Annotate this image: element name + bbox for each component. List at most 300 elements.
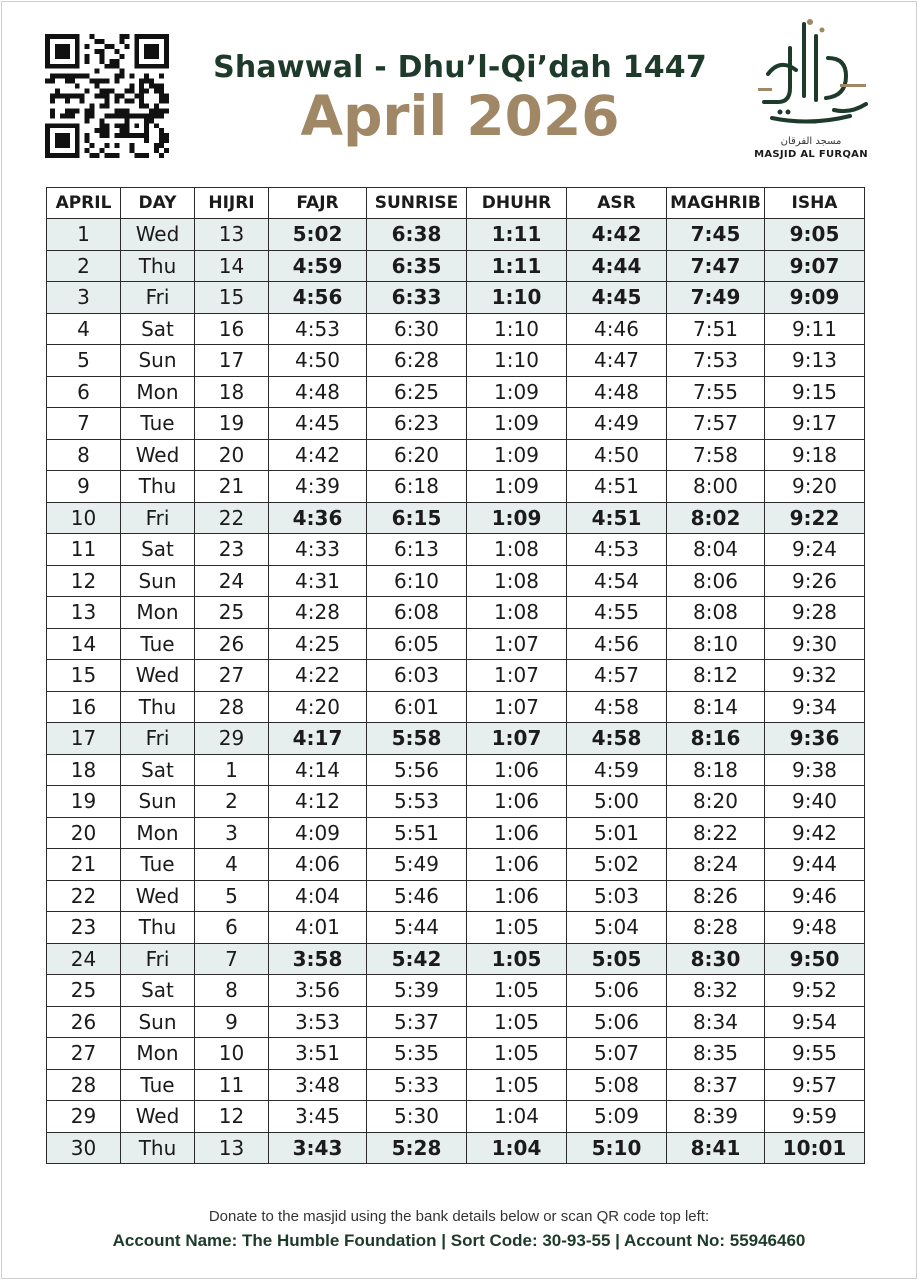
cell-asr: 4:48 [567, 376, 667, 408]
cell-maghrib: 8:39 [667, 1101, 765, 1133]
masjid-logo-icon [750, 18, 872, 134]
cell-maghrib: 8:14 [667, 691, 765, 723]
cell-hijri: 27 [195, 660, 269, 692]
cell-hijri: 7 [195, 943, 269, 975]
cell-asr: 5:10 [567, 1132, 667, 1164]
cell-sunrise: 6:08 [367, 597, 467, 629]
table-row [47, 1069, 865, 1101]
cell-isha: 9:09 [765, 282, 865, 314]
column-header-dhuhr: DHUHR [467, 188, 567, 219]
table-row [47, 943, 865, 975]
cell-hijri: 1 [195, 754, 269, 786]
cell-fajr: 4:48 [269, 376, 367, 408]
cell-asr: 5:07 [567, 1038, 667, 1070]
cell-maghrib: 7:53 [667, 345, 765, 377]
cell-maghrib: 7:57 [667, 408, 765, 440]
cell-sunrise: 5:46 [367, 880, 467, 912]
cell-maghrib: 8:22 [667, 817, 765, 849]
cell-fajr: 4:17 [269, 723, 367, 755]
month-title: April 2026 [300, 84, 620, 148]
cell-fajr: 4:33 [269, 534, 367, 566]
cell-maghrib: 8:02 [667, 502, 765, 534]
cell-maghrib: 8:00 [667, 471, 765, 503]
cell-date: 10 [47, 502, 121, 534]
cell-fajr: 3:56 [269, 975, 367, 1007]
cell-asr: 4:51 [567, 502, 667, 534]
cell-hijri: 17 [195, 345, 269, 377]
table-row [47, 282, 865, 314]
cell-dhuhr: 1:10 [467, 282, 567, 314]
cell-asr: 4:56 [567, 628, 667, 660]
cell-sunrise: 5:39 [367, 975, 467, 1007]
cell-isha: 9:42 [765, 817, 865, 849]
cell-dhuhr: 1:05 [467, 943, 567, 975]
cell-isha: 9:57 [765, 1069, 865, 1101]
cell-day: Tue [121, 1069, 195, 1101]
cell-sunrise: 5:58 [367, 723, 467, 755]
table-row [47, 1101, 865, 1133]
table-row [47, 723, 865, 755]
cell-date: 23 [47, 912, 121, 944]
cell-date: 15 [47, 660, 121, 692]
cell-isha: 9:46 [765, 880, 865, 912]
cell-hijri: 15 [195, 282, 269, 314]
cell-isha: 9:48 [765, 912, 865, 944]
cell-hijri: 22 [195, 502, 269, 534]
cell-sunrise: 5:42 [367, 943, 467, 975]
cell-sunrise: 6:18 [367, 471, 467, 503]
header-row [47, 188, 865, 219]
cell-dhuhr: 1:06 [467, 817, 567, 849]
cell-isha: 9:38 [765, 754, 865, 786]
cell-isha: 9:11 [765, 313, 865, 345]
cell-isha: 9:18 [765, 439, 865, 471]
cell-date: 6 [47, 376, 121, 408]
cell-isha: 9:34 [765, 691, 865, 723]
cell-hijri: 2 [195, 786, 269, 818]
hijri-range-title: Shawwal - Dhu’l-Qi’dah 1447 [213, 50, 707, 85]
cell-fajr: 4:56 [269, 282, 367, 314]
cell-fajr: 3:51 [269, 1038, 367, 1070]
cell-sunrise: 6:30 [367, 313, 467, 345]
cell-fajr: 3:58 [269, 943, 367, 975]
cell-day: Tue [121, 408, 195, 440]
cell-isha: 9:22 [765, 502, 865, 534]
cell-isha: 9:07 [765, 250, 865, 282]
cell-day: Thu [121, 691, 195, 723]
cell-fajr: 3:45 [269, 1101, 367, 1133]
cell-date: 2 [47, 250, 121, 282]
cell-date: 29 [47, 1101, 121, 1133]
cell-date: 12 [47, 565, 121, 597]
cell-day: Tue [121, 849, 195, 881]
cell-isha: 9:40 [765, 786, 865, 818]
cell-day: Sat [121, 975, 195, 1007]
cell-dhuhr: 1:09 [467, 439, 567, 471]
cell-sunrise: 6:38 [367, 219, 467, 251]
cell-sunrise: 5:53 [367, 786, 467, 818]
cell-sunrise: 5:44 [367, 912, 467, 944]
cell-sunrise: 5:51 [367, 817, 467, 849]
cell-dhuhr: 1:04 [467, 1132, 567, 1164]
cell-date: 9 [47, 471, 121, 503]
cell-isha: 9:15 [765, 376, 865, 408]
cell-maghrib: 8:32 [667, 975, 765, 1007]
cell-date: 14 [47, 628, 121, 660]
cell-maghrib: 8:06 [667, 565, 765, 597]
cell-day: Wed [121, 219, 195, 251]
cell-dhuhr: 1:07 [467, 660, 567, 692]
cell-hijri: 6 [195, 912, 269, 944]
table-row [47, 471, 865, 503]
cell-date: 30 [47, 1132, 121, 1164]
cell-hijri: 20 [195, 439, 269, 471]
cell-isha: 9:54 [765, 1006, 865, 1038]
cell-hijri: 13 [195, 1132, 269, 1164]
cell-dhuhr: 1:06 [467, 754, 567, 786]
cell-sunrise: 6:15 [367, 502, 467, 534]
column-header-sunrise: SUNRISE [367, 188, 467, 219]
cell-sunrise: 6:13 [367, 534, 467, 566]
table-row [47, 1132, 865, 1164]
cell-date: 19 [47, 786, 121, 818]
cell-fajr: 3:53 [269, 1006, 367, 1038]
cell-dhuhr: 1:07 [467, 691, 567, 723]
cell-date: 7 [47, 408, 121, 440]
cell-maghrib: 8:30 [667, 943, 765, 975]
cell-maghrib: 8:10 [667, 628, 765, 660]
logo-arabic-name: مسجد الفرقان [780, 136, 842, 147]
cell-fajr: 4:04 [269, 880, 367, 912]
table-row [47, 597, 865, 629]
cell-date: 25 [47, 975, 121, 1007]
cell-asr: 5:06 [567, 975, 667, 1007]
cell-day: Sat [121, 754, 195, 786]
cell-asr: 4:45 [567, 282, 667, 314]
column-header-april: APRIL [47, 188, 121, 219]
cell-date: 3 [47, 282, 121, 314]
cell-sunrise: 6:03 [367, 660, 467, 692]
table-row [47, 691, 865, 723]
cell-asr: 5:09 [567, 1101, 667, 1133]
cell-day: Fri [121, 723, 195, 755]
cell-fajr: 4:36 [269, 502, 367, 534]
table-row [47, 534, 865, 566]
cell-asr: 5:03 [567, 880, 667, 912]
cell-sunrise: 6:25 [367, 376, 467, 408]
cell-sunrise: 6:20 [367, 439, 467, 471]
cell-dhuhr: 1:06 [467, 880, 567, 912]
cell-day: Sun [121, 345, 195, 377]
cell-hijri: 14 [195, 250, 269, 282]
cell-date: 20 [47, 817, 121, 849]
table-row [47, 849, 865, 881]
column-header-isha: ISHA [765, 188, 865, 219]
table-row [47, 408, 865, 440]
cell-date: 16 [47, 691, 121, 723]
bank-details: Account Name: The Humble Foundation | Sort Code: 30-93-55 | Account No: 55946460 [112, 1231, 806, 1250]
cell-isha: 9:32 [765, 660, 865, 692]
cell-hijri: 18 [195, 376, 269, 408]
cell-day: Mon [121, 1038, 195, 1070]
cell-day: Wed [121, 880, 195, 912]
cell-asr: 4:53 [567, 534, 667, 566]
cell-dhuhr: 1:05 [467, 1006, 567, 1038]
cell-fajr: 4:28 [269, 597, 367, 629]
cell-maghrib: 7:51 [667, 313, 765, 345]
cell-maghrib: 7:47 [667, 250, 765, 282]
cell-sunrise: 6:10 [367, 565, 467, 597]
cell-date: 24 [47, 943, 121, 975]
cell-sunrise: 5:30 [367, 1101, 467, 1133]
cell-asr: 4:54 [567, 565, 667, 597]
cell-date: 8 [47, 439, 121, 471]
cell-sunrise: 5:37 [367, 1006, 467, 1038]
cell-day: Sun [121, 786, 195, 818]
cell-isha: 9:55 [765, 1038, 865, 1070]
cell-day: Thu [121, 912, 195, 944]
cell-dhuhr: 1:11 [467, 219, 567, 251]
cell-sunrise: 6:33 [367, 282, 467, 314]
cell-hijri: 8 [195, 975, 269, 1007]
cell-day: Fri [121, 282, 195, 314]
cell-sunrise: 6:35 [367, 250, 467, 282]
cell-hijri: 25 [195, 597, 269, 629]
cell-asr: 4:47 [567, 345, 667, 377]
cell-sunrise: 6:28 [367, 345, 467, 377]
cell-sunrise: 5:33 [367, 1069, 467, 1101]
cell-isha: 9:50 [765, 943, 865, 975]
cell-date: 13 [47, 597, 121, 629]
cell-asr: 4:59 [567, 754, 667, 786]
cell-hijri: 23 [195, 534, 269, 566]
table-row [47, 376, 865, 408]
cell-asr: 4:57 [567, 660, 667, 692]
cell-hijri: 13 [195, 219, 269, 251]
column-header-asr: ASR [567, 188, 667, 219]
cell-date: 28 [47, 1069, 121, 1101]
cell-hijri: 12 [195, 1101, 269, 1133]
cell-asr: 4:42 [567, 219, 667, 251]
cell-day: Sun [121, 565, 195, 597]
cell-asr: 4:58 [567, 723, 667, 755]
cell-fajr: 4:25 [269, 628, 367, 660]
cell-date: 17 [47, 723, 121, 755]
qr-code-icon[interactable] [45, 34, 169, 158]
cell-date: 27 [47, 1038, 121, 1070]
cell-sunrise: 6:05 [367, 628, 467, 660]
table-row [47, 912, 865, 944]
cell-maghrib: 8:37 [667, 1069, 765, 1101]
cell-isha: 9:44 [765, 849, 865, 881]
cell-fajr: 4:53 [269, 313, 367, 345]
cell-hijri: 16 [195, 313, 269, 345]
cell-hijri: 3 [195, 817, 269, 849]
cell-date: 11 [47, 534, 121, 566]
cell-fajr: 4:14 [269, 754, 367, 786]
table-row [47, 628, 865, 660]
cell-maghrib: 7:55 [667, 376, 765, 408]
cell-maghrib: 8:04 [667, 534, 765, 566]
cell-dhuhr: 1:09 [467, 376, 567, 408]
table-row [47, 1006, 865, 1038]
column-header-hijri: HIJRI [195, 188, 269, 219]
cell-maghrib: 8:18 [667, 754, 765, 786]
cell-day: Sat [121, 534, 195, 566]
cell-maghrib: 8:35 [667, 1038, 765, 1070]
masjid-logo [750, 18, 872, 168]
cell-maghrib: 8:20 [667, 786, 765, 818]
cell-date: 4 [47, 313, 121, 345]
cell-dhuhr: 1:09 [467, 408, 567, 440]
table-row [47, 439, 865, 471]
table-row [47, 219, 865, 251]
cell-dhuhr: 1:08 [467, 597, 567, 629]
cell-asr: 5:02 [567, 849, 667, 881]
table-row [47, 565, 865, 597]
cell-dhuhr: 1:08 [467, 565, 567, 597]
cell-isha: 9:24 [765, 534, 865, 566]
cell-fajr: 4:31 [269, 565, 367, 597]
cell-sunrise: 6:23 [367, 408, 467, 440]
cell-isha: 9:20 [765, 471, 865, 503]
cell-maghrib: 8:28 [667, 912, 765, 944]
table-row [47, 502, 865, 534]
cell-date: 21 [47, 849, 121, 881]
cell-maghrib: 8:08 [667, 597, 765, 629]
cell-day: Fri [121, 943, 195, 975]
cell-dhuhr: 1:05 [467, 912, 567, 944]
cell-dhuhr: 1:05 [467, 975, 567, 1007]
cell-dhuhr: 1:06 [467, 849, 567, 881]
cell-sunrise: 6:01 [367, 691, 467, 723]
cell-isha: 9:05 [765, 219, 865, 251]
column-header-fajr: FAJR [269, 188, 367, 219]
cell-day: Fri [121, 502, 195, 534]
cell-maghrib: 7:58 [667, 439, 765, 471]
table-row [47, 1038, 865, 1070]
cell-maghrib: 8:26 [667, 880, 765, 912]
cell-hijri: 21 [195, 471, 269, 503]
cell-hijri: 29 [195, 723, 269, 755]
cell-day: Wed [121, 660, 195, 692]
cell-sunrise: 5:35 [367, 1038, 467, 1070]
cell-asr: 5:00 [567, 786, 667, 818]
cell-isha: 9:28 [765, 597, 865, 629]
cell-maghrib: 7:45 [667, 219, 765, 251]
cell-dhuhr: 1:04 [467, 1101, 567, 1133]
cell-sunrise: 5:28 [367, 1132, 467, 1164]
cell-fajr: 4:45 [269, 408, 367, 440]
cell-day: Mon [121, 817, 195, 849]
cell-fajr: 3:43 [269, 1132, 367, 1164]
cell-asr: 4:49 [567, 408, 667, 440]
cell-day: Thu [121, 1132, 195, 1164]
column-header-day: DAY [121, 188, 195, 219]
table-row [47, 250, 865, 282]
cell-hijri: 19 [195, 408, 269, 440]
cell-date: 26 [47, 1006, 121, 1038]
cell-fajr: 4:01 [269, 912, 367, 944]
column-header-maghrib: MAGHRIB [667, 188, 765, 219]
cell-asr: 4:50 [567, 439, 667, 471]
cell-isha: 9:13 [765, 345, 865, 377]
cell-day: Sun [121, 1006, 195, 1038]
cell-asr: 5:08 [567, 1069, 667, 1101]
cell-maghrib: 7:49 [667, 282, 765, 314]
cell-asr: 4:58 [567, 691, 667, 723]
table-row [47, 817, 865, 849]
cell-isha: 9:59 [765, 1101, 865, 1133]
cell-fajr: 4:59 [269, 250, 367, 282]
cell-dhuhr: 1:11 [467, 250, 567, 282]
cell-date: 1 [47, 219, 121, 251]
cell-dhuhr: 1:07 [467, 628, 567, 660]
cell-day: Thu [121, 250, 195, 282]
cell-day: Tue [121, 628, 195, 660]
cell-fajr: 4:09 [269, 817, 367, 849]
cell-isha: 9:17 [765, 408, 865, 440]
cell-hijri: 28 [195, 691, 269, 723]
cell-date: 5 [47, 345, 121, 377]
table-row [47, 660, 865, 692]
table-row [47, 880, 865, 912]
donate-text: Donate to the masjid using the bank details below or scan QR code top left: [208, 1208, 710, 1225]
cell-dhuhr: 1:06 [467, 786, 567, 818]
cell-dhuhr: 1:10 [467, 345, 567, 377]
cell-dhuhr: 1:05 [467, 1069, 567, 1101]
cell-fajr: 4:50 [269, 345, 367, 377]
cell-day: Mon [121, 597, 195, 629]
cell-fajr: 4:22 [269, 660, 367, 692]
cell-maghrib: 8:24 [667, 849, 765, 881]
cell-isha: 9:36 [765, 723, 865, 755]
cell-dhuhr: 1:08 [467, 534, 567, 566]
cell-fajr: 4:39 [269, 471, 367, 503]
cell-sunrise: 5:56 [367, 754, 467, 786]
cell-hijri: 9 [195, 1006, 269, 1038]
cell-dhuhr: 1:07 [467, 723, 567, 755]
cell-hijri: 11 [195, 1069, 269, 1101]
cell-fajr: 4:06 [269, 849, 367, 881]
table-row [47, 345, 865, 377]
cell-maghrib: 8:34 [667, 1006, 765, 1038]
cell-asr: 4:44 [567, 250, 667, 282]
cell-date: 22 [47, 880, 121, 912]
cell-day: Thu [121, 471, 195, 503]
cell-date: 18 [47, 754, 121, 786]
cell-dhuhr: 1:09 [467, 502, 567, 534]
cell-maghrib: 8:16 [667, 723, 765, 755]
cell-dhuhr: 1:05 [467, 1038, 567, 1070]
cell-maghrib: 8:41 [667, 1132, 765, 1164]
cell-asr: 4:55 [567, 597, 667, 629]
table-row [47, 975, 865, 1007]
cell-maghrib: 8:12 [667, 660, 765, 692]
cell-fajr: 4:42 [269, 439, 367, 471]
cell-asr: 5:06 [567, 1006, 667, 1038]
cell-dhuhr: 1:10 [467, 313, 567, 345]
cell-hijri: 5 [195, 880, 269, 912]
cell-dhuhr: 1:09 [467, 471, 567, 503]
cell-hijri: 24 [195, 565, 269, 597]
cell-asr: 5:05 [567, 943, 667, 975]
cell-fajr: 5:02 [269, 219, 367, 251]
table-row [47, 313, 865, 345]
cell-day: Wed [121, 1101, 195, 1133]
cell-isha: 9:30 [765, 628, 865, 660]
cell-fajr: 4:12 [269, 786, 367, 818]
